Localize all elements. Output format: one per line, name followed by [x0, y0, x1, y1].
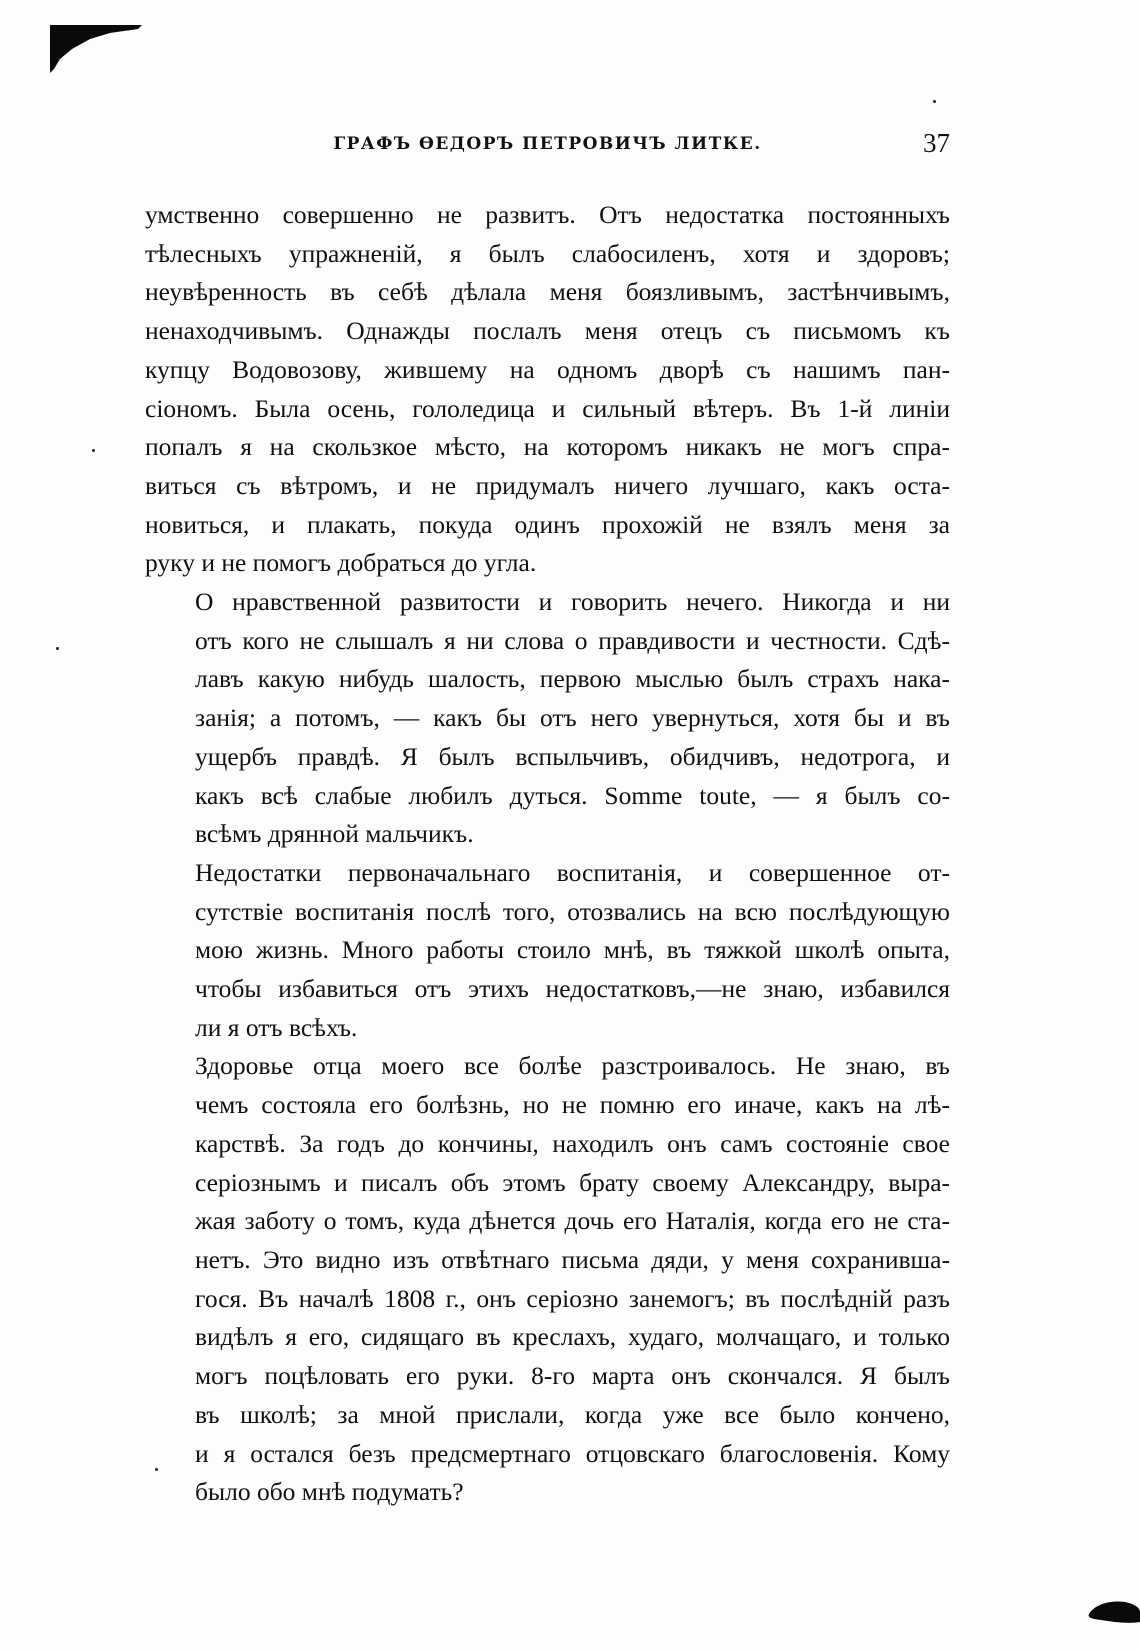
text-line: чтобы избавиться отъ этихъ недостатковъ,—не знаю, избавился [195, 974, 950, 1004]
speck [155, 1468, 158, 1471]
text-line: мою жизнь. Много работы стоило мнѣ, въ тяжкой школѣ опыта, [195, 935, 950, 965]
text-line: гося. Въ началѣ 1808 г., онъ серіозно занемогъ; въ послѣдній разъ [195, 1283, 950, 1313]
text-line: видѣлъ я его, сидящаго въ креслахъ, худаго, молчащаго, и только [195, 1322, 950, 1352]
paragraph [145, 854, 950, 1048]
text-line: ненаходчивымъ. Однажды послалъ меня отецъ съ письмомъ къ [145, 316, 950, 346]
text-line: сутствіе воспитанія послѣ того, отозвались на всю послѣдующую [195, 896, 950, 926]
text-line: какъ всѣ слабые любилъ дуться. Somme toute, — я былъ со- [195, 780, 950, 810]
text-line: нетъ. Это видно изъ отвѣтнаго письма дяди, у меня сохранивша- [195, 1244, 950, 1274]
text-line: и я остался безъ предсмертнаго отцовскаго благословенія. Кому [195, 1438, 950, 1468]
text-line: новиться, и плакать, покуда одинъ прохожій не взялъ меня за [145, 509, 950, 539]
text-line: въ школѣ; за мной прислали, когда уже все было кончено, [195, 1399, 950, 1429]
text-line: неувѣренность въ себѣ дѣлала меня боязливымъ, застѣнчивымъ, [145, 277, 950, 307]
ink-blot-top-left [50, 25, 145, 75]
text-line: О нравственной развитости и говорить нечего. Никогда и ни [195, 587, 950, 617]
text-line: Недостатки первоначальнаго воспитанія, и совершенное от- [195, 857, 950, 887]
speck [933, 100, 936, 103]
text-line: сіономъ. Была осень, гололедица и сильный вѣтеръ. Въ 1-й линіи [145, 393, 950, 423]
text-line: умственно совершенно не развитъ. Отъ недостатка постоянныхъ [145, 200, 950, 229]
paragraph [145, 583, 950, 854]
text-line: могъ поцѣловать его руки. 8-го марта онъ скончался. Я былъ [195, 1361, 950, 1391]
text-line: отъ кого не слышалъ я ни слова о правдивости и честности. Сдѣ- [195, 625, 950, 655]
text-line: чемъ состояла его болѣзнь, но не помню его иначе, какъ на лѣ- [195, 1090, 950, 1120]
text-line: виться съ вѣтромъ, и не придумалъ ничего лучшаго, какъ оста- [145, 470, 950, 500]
text-line: купцу Водовозову, жившему на одномъ дворѣ съ нашимъ пан- [145, 354, 950, 384]
text-line: Здоровье отца моего все болѣе разстроивалось. Не знаю, въ [195, 1051, 950, 1081]
paragraph [145, 1047, 950, 1511]
text-line: лавъ какую нибудь шалость, первою мыслью былъ страхъ нака- [195, 664, 950, 694]
page-header [145, 128, 950, 168]
text-line: жая заботу о томъ, куда дѣнется дочь его Наталія, когда его не ста- [195, 1206, 950, 1236]
speck [56, 647, 59, 650]
text-line: всѣмъ дрянной мальчикъ. [195, 819, 474, 849]
text-line: тѣлесныхъ упражненій, я былъ слабосиленъ, хотя и здоровъ; [145, 238, 950, 268]
page-number: 37 [923, 128, 950, 158]
text-line: ущербъ правдѣ. Я былъ вспыльчивъ, обидчивъ, недотрога, и [195, 741, 950, 771]
text-line: было обо мнѣ подумать? [195, 1477, 464, 1507]
text-line: карствѣ. За годъ до кончины, находилъ онъ самъ состояніе свое [195, 1128, 950, 1158]
paragraph [145, 196, 950, 583]
text-line: серіознымъ и писалъ объ этомъ брату своему Александру, выра- [195, 1167, 950, 1197]
running-title: ГРАФЪ ѲЕДОРЪ ПЕТРОВИЧЪ ЛИТКЕ. [333, 134, 762, 154]
text-line: ли я отъ всѣхъ. [195, 1012, 358, 1042]
ink-blot-bottom-right [1085, 1598, 1140, 1628]
text-line: попалъ я на скользкое мѣсто, на которомъ никакъ не могъ спра- [145, 432, 950, 462]
body-text [145, 196, 950, 1512]
text-line: руку и не помогъ добраться до угла. [145, 548, 537, 578]
speck [92, 449, 95, 452]
text-line: занія; а потомъ, — какъ бы отъ него увернуться, хотя бы и въ [195, 703, 950, 733]
